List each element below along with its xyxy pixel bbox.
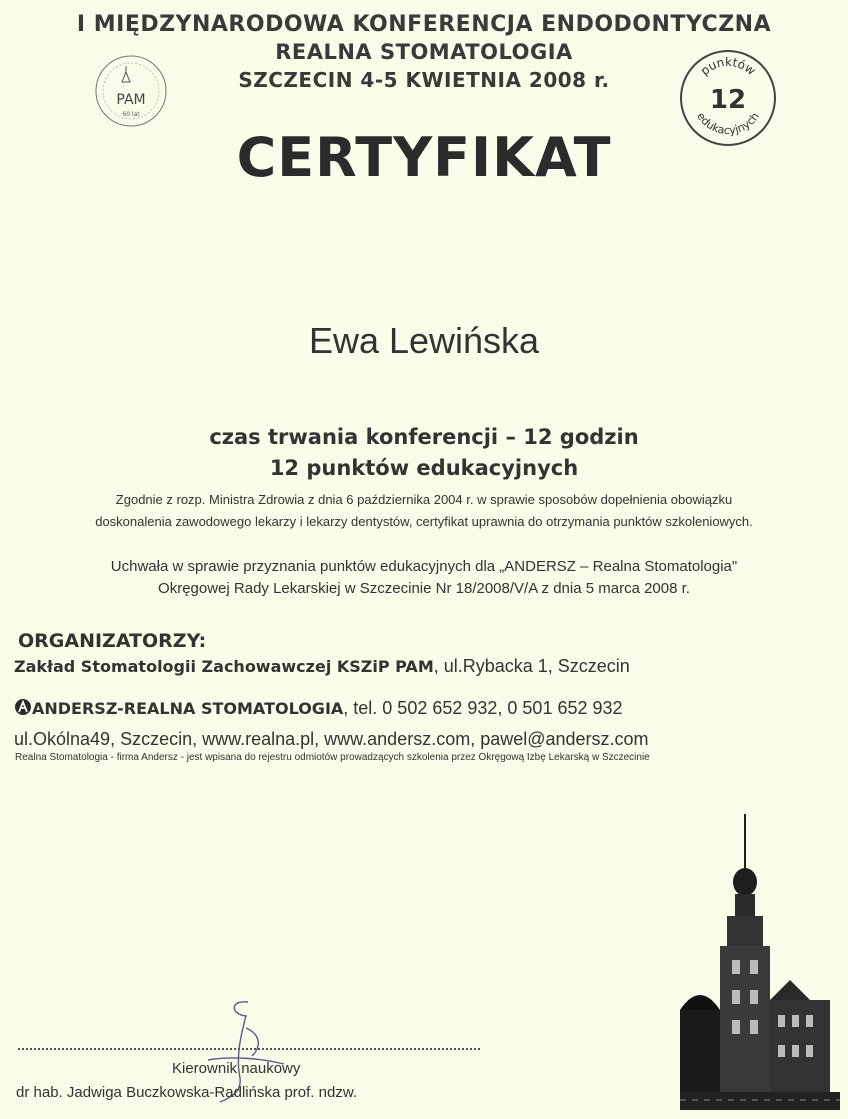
signatory-role: Kierownik naukowy	[172, 1060, 301, 1077]
organizers-heading: ORGANIZATORZY:	[18, 630, 207, 652]
conference-subtitle: REALNA STOMATOLOGIA	[275, 40, 573, 64]
registry-note: Realna Stomatologia - firma Andersz - jest wpisana do rejestru odmiotów prowadzących szkolenia przez Okręgową Izbę Lekarską w Szczecinie	[15, 752, 650, 763]
svg-text:punktów	[698, 55, 759, 78]
seal-text: PAM	[116, 92, 146, 108]
conference-title: I MIĘDZYNARODOWA KONFERENCJA ENDODONTYCZNA	[76, 12, 772, 37]
signature-line	[18, 1048, 480, 1050]
organizer-2-phone: , tel. 0 502 652 932, 0 501 652 932	[343, 698, 623, 718]
organizer-2-address: ul.Okólna49, Szczecin, www.realna.pl, www.andersz.com, pawel@andersz.com	[14, 729, 649, 749]
pam-seal-logo	[92, 52, 170, 130]
regulation-line-1: Zgodnie z rozp. Ministra Zdrowia z dnia 6 października 2004 r. w sprawie sposobów dopełnienia obowiązku	[115, 492, 733, 507]
certificate-title: CERTYFIKAT	[236, 126, 612, 189]
recipient-name: Ewa Lewińska	[308, 320, 540, 361]
badge-text-top: punktów	[697, 54, 759, 79]
organizer-2-name: ANDERSZ-REALNA STOMATOLOGIA	[32, 699, 344, 718]
signatory-name: dr hab. Jadwiga Buczkowska-Radlińska prof. ndzw.	[16, 1084, 358, 1101]
andersz-logo-icon	[14, 698, 32, 721]
organizer-1	[14, 656, 630, 677]
education-points: 12 punktów edukacyjnych	[269, 456, 579, 480]
organizer-2	[14, 698, 623, 721]
church-tower-illustration	[680, 810, 840, 1114]
badge-number: 12	[709, 85, 747, 115]
seal-subtext: 60 lat	[122, 111, 140, 118]
conference-duration: czas trwania konferencji – 12 godzin	[209, 425, 639, 449]
resolution-line-2: Okręgowej Rady Lekarskiej w Szczecinie Nr 18/2008/V/A z dnia 5 marca 2008 r.	[158, 580, 690, 597]
organizer-1-name: Zakład Stomatologii Zachowawczej KSZiP PAM	[14, 657, 434, 676]
badge-text-bottom: edukacyjnych	[694, 110, 762, 138]
organizer-1-address: , ul.Rybacka 1, Szczecin	[433, 656, 630, 676]
regulation-line-2: doskonalenia zawodowego lekarzy i lekarzy dentystów, certyfikat uprawnia do otrzymania punktów szkoleniowych.	[95, 514, 753, 529]
conference-place-date: SZCZECIN 4-5 KWIETNIA 2008 r.	[238, 68, 610, 92]
resolution-line-1: Uchwała w sprawie przyznania punktów edukacyjnych dla „ANDERSZ – Realna Stomatologia"	[110, 558, 738, 575]
